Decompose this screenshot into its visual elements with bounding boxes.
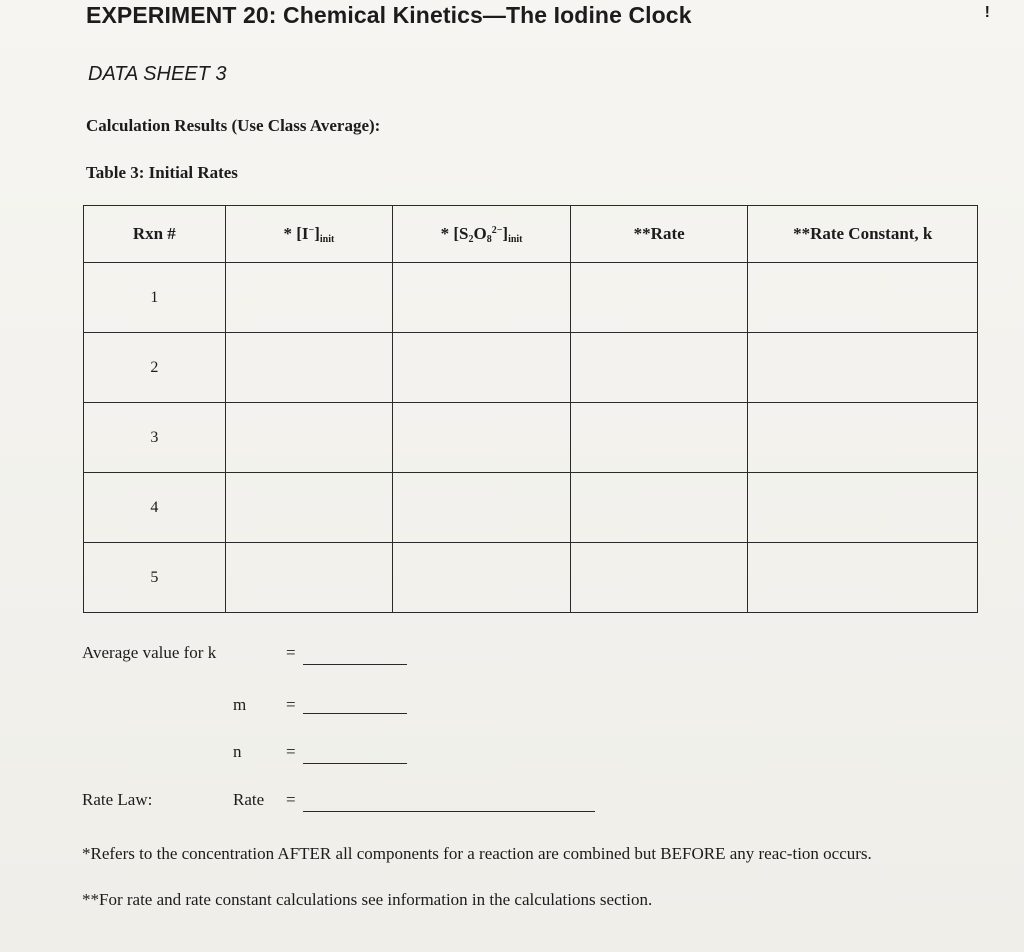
- equals-sign: =: [286, 790, 296, 809]
- persulfate-oxygen: O: [473, 223, 487, 243]
- header-rxn-number: Rxn #: [84, 206, 226, 263]
- iodide-cell[interactable]: [225, 473, 393, 543]
- rxn-number-cell: 4: [84, 473, 226, 543]
- persulfate-cell[interactable]: [393, 543, 571, 613]
- rate-cell[interactable]: [570, 403, 748, 473]
- rxn-number-cell: 2: [84, 333, 226, 403]
- rate-label: Rate: [233, 790, 265, 809]
- average-k-blank[interactable]: [303, 664, 407, 665]
- table-header-row: [84, 206, 978, 263]
- iodide-cell[interactable]: [225, 263, 393, 333]
- rate-law-label: Rate Law:: [82, 790, 153, 809]
- persulfate-o-subscript: 8: [486, 233, 492, 245]
- persulfate-cell[interactable]: [393, 333, 571, 403]
- calculation-results-heading: Calculation Results (Use Class Average):: [86, 116, 381, 135]
- rxn-number-cell: 5: [84, 543, 226, 613]
- header-rate-constant: **Rate Constant, k: [748, 206, 978, 263]
- table-row: [84, 403, 978, 473]
- persulfate-label: * [S: [440, 223, 469, 243]
- iodide-subscript: init: [319, 233, 335, 245]
- rate-cell[interactable]: [570, 333, 748, 403]
- equals-sign: =: [286, 742, 296, 761]
- persulfate-subscript: init: [508, 233, 523, 245]
- m-label: m: [233, 695, 247, 714]
- rate-constant-cell[interactable]: [748, 333, 978, 403]
- rate-constant-cell[interactable]: [748, 403, 978, 473]
- rate-constant-cell[interactable]: [748, 543, 978, 613]
- rate-cell[interactable]: [570, 263, 748, 333]
- persulfate-cell[interactable]: [393, 473, 571, 543]
- table-row: [84, 263, 978, 333]
- edge-mark: !: [984, 4, 990, 21]
- n-label: n: [233, 742, 242, 761]
- rxn-number-cell: 3: [84, 403, 226, 473]
- equals-sign: =: [286, 695, 296, 714]
- iodide-label: * [I: [283, 223, 309, 243]
- rate-law-blank[interactable]: [303, 811, 595, 812]
- header-iodide-concentration: [225, 206, 393, 263]
- rate-constant-cell[interactable]: [748, 473, 978, 543]
- equals-sign: =: [286, 643, 296, 662]
- header-rate: **Rate: [570, 206, 748, 263]
- table-row: [84, 473, 978, 543]
- table-caption: Table 3: Initial Rates: [86, 163, 238, 182]
- persulfate-cell[interactable]: [393, 403, 571, 473]
- rate-cell[interactable]: [570, 473, 748, 543]
- table-row: [84, 333, 978, 403]
- persulfate-s-subscript: 2: [468, 233, 474, 245]
- experiment-title: EXPERIMENT 20: Chemical Kinetics—The Iodine Clock: [86, 2, 692, 28]
- sheet-title: DATA SHEET 3: [88, 63, 227, 85]
- iodide-cell[interactable]: [225, 333, 393, 403]
- footnote-concentration: *Refers to the concentration AFTER all components for a reaction are combined but BEFORE any reac-tion occurs.: [82, 844, 872, 863]
- header-persulfate-concentration: [393, 206, 571, 263]
- iodide-bracket: ]: [314, 223, 320, 243]
- initial-rates-table: [83, 205, 978, 613]
- m-blank[interactable]: [303, 713, 407, 714]
- footnote-rate-calculations: **For rate and rate constant calculations see information in the calculations section.: [82, 890, 653, 909]
- persulfate-cell[interactable]: [393, 263, 571, 333]
- rate-constant-cell[interactable]: [748, 263, 978, 333]
- average-k-label: Average value for k: [82, 643, 217, 662]
- table-row: [84, 543, 978, 613]
- n-blank[interactable]: [303, 763, 407, 764]
- rxn-number-cell: 1: [84, 263, 226, 333]
- persulfate-charge: 2−: [491, 224, 503, 236]
- iodide-cell[interactable]: [225, 543, 393, 613]
- rate-cell[interactable]: [570, 543, 748, 613]
- iodide-charge: −: [308, 224, 315, 236]
- iodide-cell[interactable]: [225, 403, 393, 473]
- persulfate-bracket: ]: [502, 223, 509, 243]
